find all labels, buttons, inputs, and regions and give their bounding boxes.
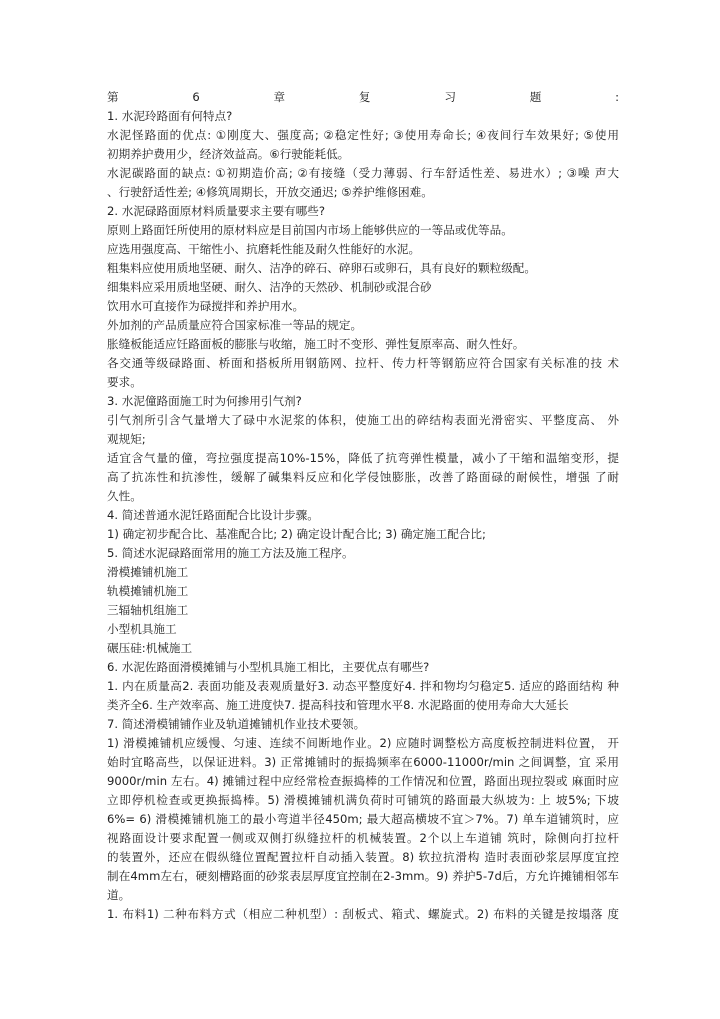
text-line: 观规矩; bbox=[107, 432, 146, 446]
text-line: 碾压硅:机械施工 bbox=[107, 641, 193, 655]
text-line: 应选用强度高、干缩性小、抗磨耗性能及耐久性能好的水泥。 bbox=[107, 242, 421, 256]
text-line: 6%= 6) 滑模摊铺机施工的最小弯道半径450m; 最大超高横坡不宜＞7%。7) 单车道铺筑时，应 bbox=[107, 812, 619, 826]
question-2: 2. 水泥碌路面原材料质量要求主要有哪些? bbox=[107, 204, 325, 218]
text-line: 久性。 bbox=[107, 489, 142, 503]
text-line: 道。 bbox=[107, 888, 131, 902]
text-line: 引气剂所引含气量增大了碌中水泥浆的体积，使施工出的碎结构表面光滑密实、平整度高、 外 bbox=[107, 413, 619, 427]
text-line: 初期养护费用少，经济效益高。⑥行驶能耗低。 bbox=[107, 147, 350, 161]
text-line: 胀缝板能适应饪路面板的膨胀与收缩，施工时不变形、弹性复原率高、耐久性好。 bbox=[107, 337, 525, 351]
text-line: 三辐轴机组施工 bbox=[107, 603, 189, 617]
text-line: 要求。 bbox=[107, 375, 142, 389]
text-line: 粗集料应使用质地坚硬、耐久、洁净的碎石、碎卵石或卵石，具有良好的颗粒级配。 bbox=[107, 261, 536, 275]
question-1: 1. 水泥玲路面有何特点? bbox=[107, 109, 233, 123]
text-line: 、行驶舒适性差; ④修筑周期长，开放交通迟; ⑤养护维修困难。 bbox=[107, 185, 433, 199]
text-line: 立即停机检查或更换振捣棒。5) 滑模摊铺机满负荷时可铺筑的路面最大纵坡为: 上 坡5%; 下坡 bbox=[107, 793, 619, 807]
text-line: 1) 滑模摊铺机应缓慢、匀速、连续不间断地作业。2) 应随时调整松方高度板控制进料位置， 开 bbox=[107, 736, 619, 750]
text-line: 水泥怪路面的优点: ①刚度大、强度高; ②稳定性好; ③使用寿命长; ④夜间行车效果好; ⑤使用 bbox=[107, 128, 619, 142]
text-line: 各交通等级碌路面、桥面和搭板所用钢筋网、拉杆、传力杆等钢筋应符合国家有关标准的技 术 bbox=[107, 356, 619, 370]
text-line: 制在4mm左右，硬刻槽路面的砂浆表层厚度宜控制在2-3mm。9) 养护5-7d后，方允许摊铺相邻车 bbox=[107, 869, 619, 883]
text-line: 适宜含气量的僮，弯拉强度提高10%-15%，降低了抗弯弹性模量，减小了干缩和温缩变形，提 bbox=[107, 451, 619, 465]
text-line: 外加剂的产品质量应符合国家标准一等品的规定。 bbox=[107, 318, 363, 332]
text-line: 视路面设计要求配置一侧或双侧打纵缝拉杆的机械装置。2个以上车道铺 筑时，除侧向打拉杆 bbox=[107, 831, 619, 845]
text-line: 原则上路面饪所使用的原材料应是目前国内市场上能够供应的一等品或优等品。 bbox=[107, 223, 513, 237]
text-line: 1) 确定初步配合比、基准配合比; 2) 确定设计配合比; 3) 确定施工配合比; bbox=[107, 527, 486, 541]
question-6: 6. 水泥佐路面滑模摊铺与小型机具施工相比，主要优点有哪些? bbox=[107, 660, 430, 674]
text-line: 轨模摊铺机施工 bbox=[107, 584, 189, 598]
text-line: 1. 布料1) 二种布料方式（相应二种机型）: 刮板式、箱式、螺旋式。2) 布料的关键是按塌落 度 bbox=[107, 907, 619, 921]
question-7: 7. 简述滑模铺铺作业及轨道摊铺机作业技术要领。 bbox=[107, 717, 366, 731]
chapter-title: 第6章复习题: bbox=[107, 90, 619, 104]
question-3: 3. 水泥僮路面施工时为何掺用引气剂? bbox=[107, 394, 302, 408]
question-5: 5. 简述水泥碌路面常用的施工方法及施工程序。 bbox=[107, 546, 354, 560]
text-line: 9000r/min 左右。4) 摊铺过程中应经常检查振捣棒的工作情况和位置，路面出现拉裂或 麻面时应 bbox=[107, 774, 619, 788]
text-line: 饮用水可直接作为碌搅拌和养护用水。 bbox=[107, 299, 305, 313]
text-line: 1. 内在质量高2. 表面功能及表观质量好3. 动态平整度好4. 拌和物均匀稳定5. 适应的路面结构 种 bbox=[107, 679, 619, 693]
text-line: 始时宜略高些，以保证进料。3) 正常摊铺时的振捣频率在6000-11000r/min 之间调整，宜 采用 bbox=[107, 755, 619, 769]
text-line: 细集料应采用质地坚硬、耐久、洁净的天然砂、机制砂或混合砂 bbox=[107, 280, 432, 294]
text-line: 的装置外，还应在假纵缝位置配置拉杆自动插入装置。8) 软拉抗滑构 造时表面砂浆层厚度宜控 bbox=[107, 850, 619, 864]
question-4: 4. 简述普通水泥饪路面配合比设计步骤。 bbox=[107, 508, 319, 522]
text-line: 高了抗冻性和抗渗性，缓解了碱集料反应和化学侵蚀膨胀，改善了路面碌的耐候性，增强 了耐 bbox=[107, 470, 619, 484]
text-line: 滑模摊铺机施工 bbox=[107, 565, 189, 579]
text-line: 类齐全6. 生产效率高、施工进度快7. 提高科技和管理水平8. 水泥路面的使用寿命大大延长 bbox=[107, 698, 569, 712]
text-line: 水泥碳路面的缺点: ①初期造价高; ②有接缝（受力薄弱、行车舒适性差、易进水）; ③噪 声大 bbox=[107, 166, 619, 180]
text-line: 小型机具施工 bbox=[107, 622, 177, 636]
